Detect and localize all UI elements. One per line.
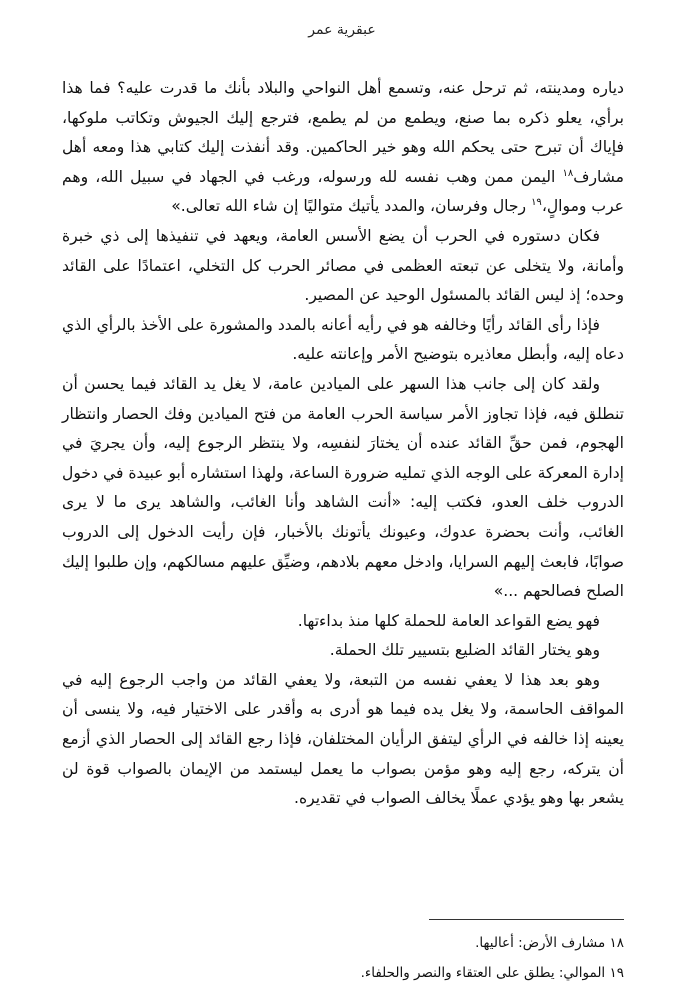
- footnote-19: ١٩ الموالي: يطلق على العتقاء والنصر والحلفاء.: [360, 965, 624, 981]
- body-text: [62, 74, 624, 814]
- footnote-18: ١٨ مشارف الأرض: أعاليها.: [475, 935, 624, 951]
- text-run: وهو يختار القائد الضليع بتسيير تلك الحملة.: [329, 641, 600, 660]
- paragraph: [62, 607, 624, 637]
- paragraph: [62, 636, 624, 666]
- paragraph: [62, 370, 624, 607]
- running-head: عبقرية عمر: [308, 22, 376, 38]
- paragraph: [62, 74, 624, 222]
- paragraph: [62, 311, 624, 370]
- text-run: رجال وفرسان، والمدد يأتيك متواليًا إن شاء الله تعالى.»: [171, 197, 532, 216]
- footnotes: [62, 928, 624, 988]
- paragraph: [62, 222, 624, 311]
- text-run: وهو بعد هذا لا يعفي نفسه من التبعة، ولا يعفي القائد من واجب الرجوع إليه في المواقف الحاسمة، ولا يغل يده فيما هو أدرى به وأقدر على الاختيار فيه، ولا ينسى أن يعينه إذا خالفه في الرأي ليتفق الرأيان المختلفان، فإذا رجع القائد إلى الحصار الذي أزمع أن يتركه، رجع إليه وهو مؤمن بصواب ما يعمل ليستمد من الإيمان بالصواب قوة لن يشعر بها وهو يؤدي عملًا يخالف الصواب في تقديره.: [62, 670, 624, 808]
- text-run: دياره ومدينته، ثم ترحل عنه، وتسمع أهل النواحي والبلاد بأنك ما قدرت عليه؟ فما هذا برأي، يعلو ذكره بما صنع، ويطمع من لم يطمع، فترجع إليك الجيوش وتكاتب ملوكها، فإياك أن تبرح حتى يحكم الله وهو خير الحاكمين. وقد أنفذت إليك كتابي هذا ومعه أهل مشارف: [62, 79, 624, 186]
- paragraph: [62, 666, 624, 814]
- footnote-ref[interactable]: ١٩: [531, 197, 542, 209]
- text-run: ولقد كان إلى جانب هذا السهر على الميادين عامة، لا يغل يد القائد فيما يحسن أن تنطلق فيه، فإذا تجاوز الأمر سياسة الحرب العامة من فتح الميادين وفك الحصار وانتظار الهجوم، فمن حقِّ القائد عنده أن يختارَ لنفسِه، ولا ينتظر الرجوع إليه، وأن يجريَ في إدارة المعركة على الوجه الذي تمليه ضرورة الساعة، ولهذا استشاره أبو عبيدة في دخول الدروب خلف العدو، فكتب إليه: «أنت الشاهد وأنا الغائب، والشاهد يرى ما لا يرى الغائب، وأنت بحضرة عدوك، وعيونك يأتونك بالأخبار، فإن رأيت الدخول إلى الدروب صوابًا، فابعث إليهم السرايا، وادخل معهم بلادهم، وضيِّق عليهم مسالكهم، وإن طلبوا إليك الصلح فصالحهم ...»: [62, 374, 624, 601]
- text-run: اليمن ممن وهب نفسه لله ورسوله، ورغب في الجهاد في سبيل الله، وهم عرب وموالٍ،: [62, 167, 624, 216]
- text-run: فكان دستوره في الحرب أن يضع الأسس العامة، ويعهد في تنفيذها إلى ذي خبرة وأمانة، ولا يتخلى عن تبعته العظمى في مصائر الحرب كل التخلي، اعتمادًا على القائد وحده؛ إذ ليس القائد بالمسئول الوحيد عن المصير.: [62, 226, 624, 305]
- footnote-ref[interactable]: ١٨: [562, 167, 574, 179]
- footnote-separator: [429, 919, 624, 920]
- text-run: فإذا رأى القائد رأيًا وخالفه هو في رأيه أعانه بالمدد والمشورة على الأخذ بالرأي الذي دعاه إليه، وأبطل معاذيره بتوضيح الأمر وإعانته عليه.: [62, 315, 624, 364]
- text-run: فهو يضع القواعد العامة للحملة كلها منذ بداءتها.: [297, 611, 600, 630]
